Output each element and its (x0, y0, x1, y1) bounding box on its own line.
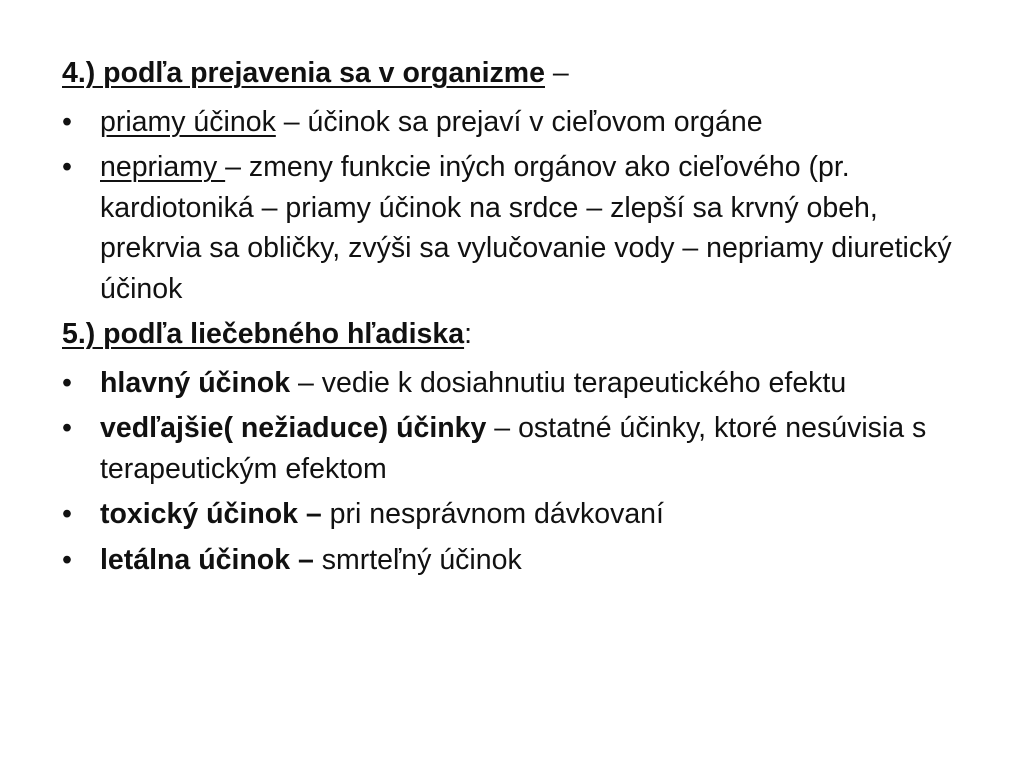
bullet-icon: • (62, 151, 72, 183)
term-nepriamy: nepriamy (100, 151, 226, 183)
list-item-nepriamy-ucinok (62, 147, 962, 309)
term-toxicky-ucinok: toxický účinok – (100, 498, 322, 530)
desc-toxicky-ucinok: pri nesprávnom dávkovaní (321, 498, 664, 530)
section-5-heading-suffix: : (464, 318, 472, 350)
list-item-hlavny-ucinok (62, 363, 962, 404)
term-hlavny-ucinok: hlavný účinok (100, 366, 291, 399)
section-5-heading-text: 5.) podľa liečebného hľadiska (62, 318, 465, 350)
list-item-priamy-ucinok (62, 102, 962, 143)
bullet-icon: • (62, 543, 72, 576)
bullet-icon: • (62, 412, 72, 444)
section-5-list (62, 363, 962, 581)
bullet-icon: • (62, 366, 72, 399)
section-5-heading (62, 314, 962, 355)
section-4-heading-text: 4.) podľa prejavenia sa v organizme (62, 57, 545, 89)
desc-letalna-ucinok: smrteľný účinok (313, 543, 522, 576)
section-4-heading-suffix: – (544, 57, 569, 89)
term-letalna-ucinok: letálna účinok – (100, 543, 314, 576)
section-4-list (62, 102, 962, 310)
bullet-icon: • (62, 105, 72, 138)
list-item-vedlajsie-ucinky (62, 408, 962, 489)
desc-nepriamy: – zmeny funkcie iných orgánov ako cieľového (pr. kardiotoniká – priamy účinok na srdce – zlepší sa krvný obeh, prekrvia sa obličky, zvýši sa vylučovanie vody – nepriamy diuretický účinok (100, 151, 952, 305)
desc-hlavny-ucinok: – vedie k dosiahnutiu terapeutického efektu (290, 366, 847, 399)
bullet-icon: • (62, 498, 72, 530)
list-item-toxicky-ucinok (62, 494, 962, 535)
desc-priamy-ucinok: – účinok sa prejaví v cieľovom orgáne (275, 105, 763, 138)
desc-vedlajsie-ucinky: – ostatné účinky, ktoré nesúvisia s terapeutickým efektom (100, 412, 927, 485)
slide-content (62, 50, 962, 585)
term-priamy-ucinok: priamy účinok (100, 105, 276, 138)
section-4-heading (62, 53, 962, 94)
term-vedlajsie-ucinky: vedľajšie( nežiaduce) účinky (100, 412, 487, 444)
list-item-letalna-ucinok (62, 540, 962, 581)
